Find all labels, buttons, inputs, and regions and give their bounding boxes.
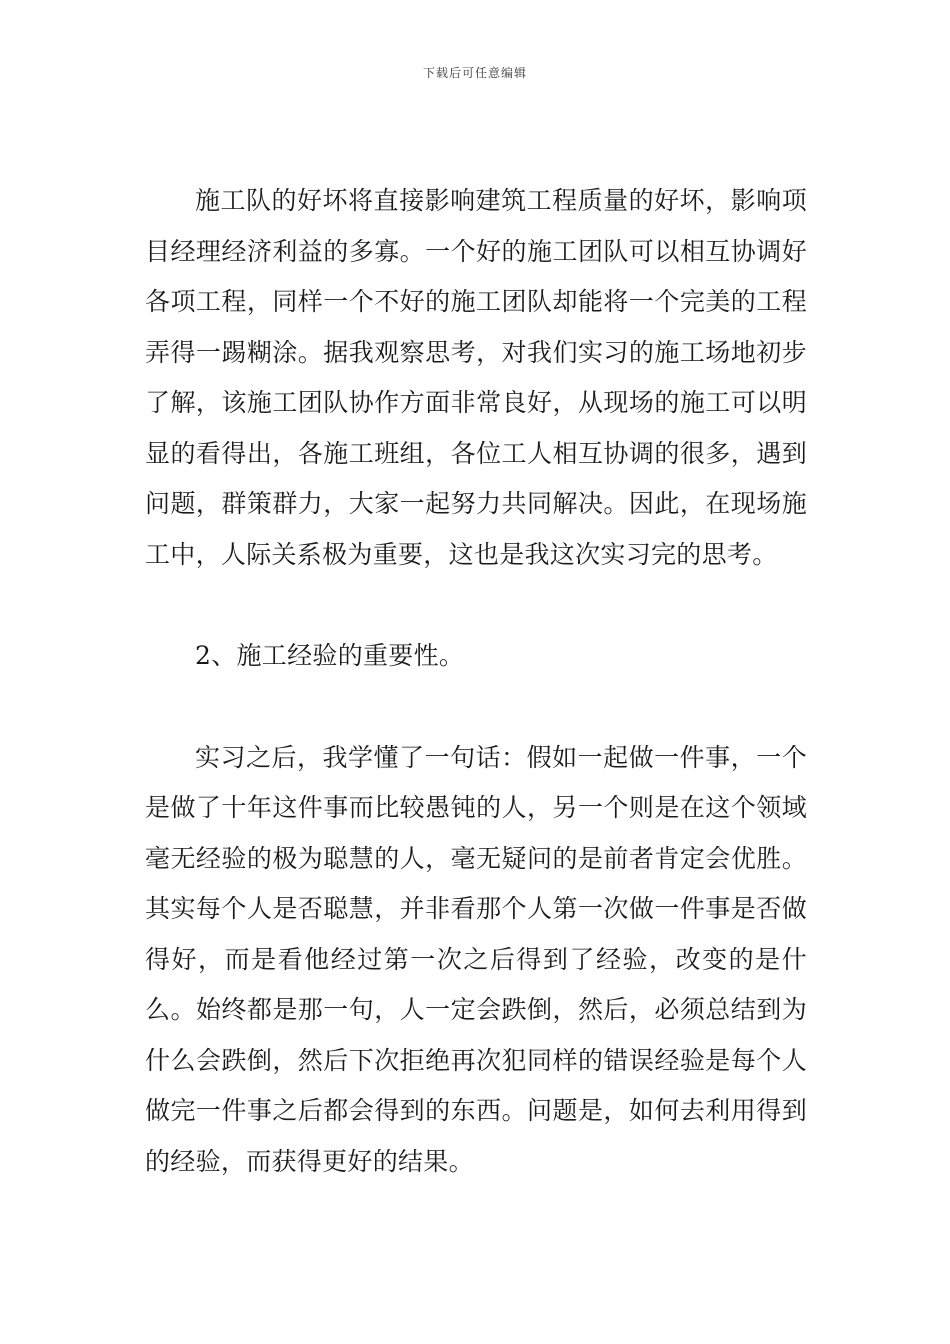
- paragraph-2: 实习之后，我学懂了一句话：假如一起做一件事，一个是做了十年这件事而比较愚钝的人，另一个则是在这个领域毫无经验的极为聪慧的人，毫无疑问的是前者肯定会优胜。其实每个人是否聪慧，并非看那个人第一次做一件事是否做得好，而是看他经过第一次之后得到了经验，改变的是什么。始终都是那一句，人一定会跌倒，然后，必须总结到为什么会跌倒，然后下次拒绝再次犯同样的错误经验是每个人做完一件事之后都会得到的东西。问题是，如何去利用得到的经验，而获得更好的结果。: [145, 742, 807, 1176]
- paragraph-spacer: [145, 682, 807, 733]
- paragraph-1: 施工队的好坏将直接影响建筑工程质量的好坏，影响项目经理经济利益的多寡。一个好的施工团队可以相互协调好各项工程，同样一个不好的施工团队却能将一个完美的工程弄得一踢糊涂。据我观察思考，对我们实习的施工场地初步了解，该施工团队协作方面非常良好，从现场的施工可以明显的看得出，各施工班组，各位工人相互协调的很多，遇到问题，群策群力，大家一起努力共同解决。因此，在现场施工中，人际关系极为重要，这也是我这次实习完的思考。: [145, 186, 807, 569]
- document-body: [145, 176, 807, 1187]
- section-heading: 2、施工经验的重要性。: [195, 641, 465, 670]
- header-note: 下载后可任意编辑: [422, 66, 527, 80]
- paragraph-spacer: [145, 580, 807, 631]
